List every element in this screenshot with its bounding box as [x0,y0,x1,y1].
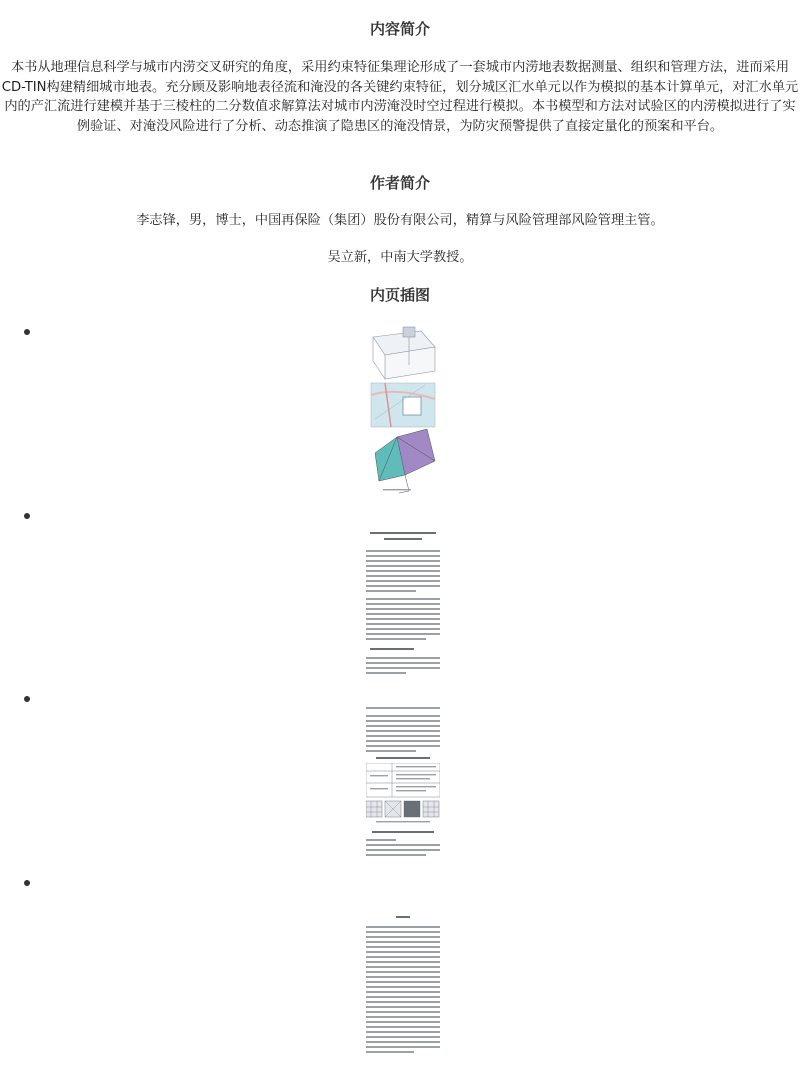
author-line-1: 李志锋，男，博士，中国再保险（集团）股份有限公司，精算与风险管理部风险管理主管。 [136,213,664,228]
list-bullet [24,329,30,335]
author-line-2: 吴立新，中南大学教授。 [327,250,473,265]
illustration-text-page[interactable] [362,912,444,1058]
gallery-heading: 内页插图 [369,286,430,304]
author-heading: 作者简介 [369,174,430,192]
illustration-chapter-page[interactable] [362,524,444,680]
table-graphic [366,763,440,827]
figure-drawing [365,325,440,495]
intro-heading: 内容简介 [369,20,430,38]
illustration-figures[interactable] [365,325,440,495]
list-bullet [24,880,30,886]
list-bullet [24,513,30,519]
list-bullet [24,696,30,702]
intro-paragraph: 本书从地理信息科学与城市内涝交叉研究的角度，采用约束特征集理论形成了一套城市内涝地表数据测量、组织和管理方法，进而采用CD-TIN构建精细城市地表。充分顾及影响地表径流和淹没的各关键约束特征，划分城区汇水单元以作为模拟的基本计算单元，对汇水单元内的产汇流进行建模并基于三棱柱的二分数值求解算法对城市内涝淹没时空过程进行模拟。本书模型和方法对试验区的内涝模拟进行了实例验证、对淹没风险进行了分析、动态推演了隐患区的淹没情景，为防灾预警提供了直接定量化的预案和平台。 [1,60,799,134]
illustration-table-page[interactable] [362,703,444,861]
